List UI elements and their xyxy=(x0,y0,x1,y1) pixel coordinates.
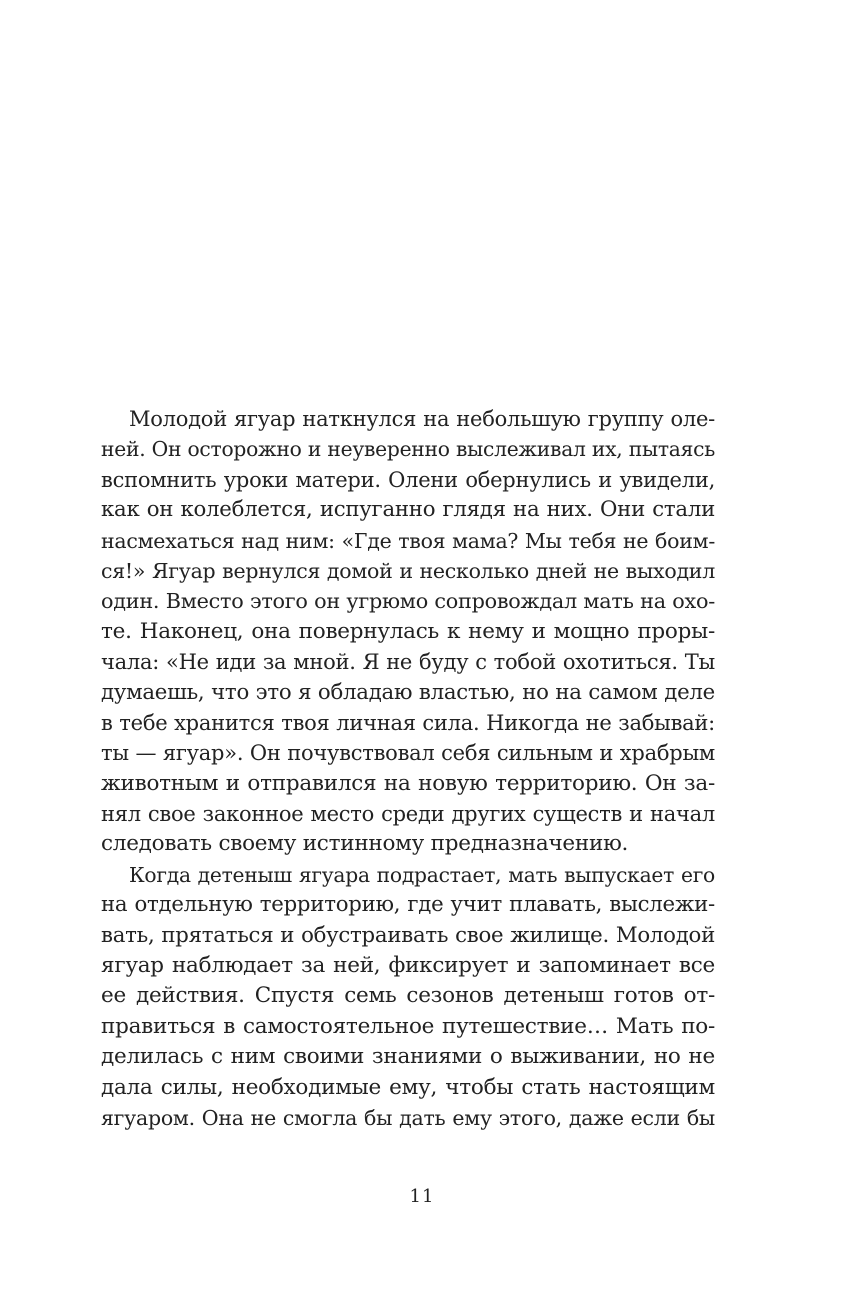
text-line: как он колеблется, испуганно глядя на них. Они стали xyxy=(101,497,715,523)
paragraph-2 xyxy=(101,860,715,1134)
text-line: ягуар наблюдает за ней, фиксирует и запоминает все xyxy=(101,953,715,979)
page-number: 11 xyxy=(409,1186,435,1207)
text-line: насмехаться над ним: «Где твоя мама? Мы тебя не боим- xyxy=(101,528,715,553)
text-line: нял свое законное место среди других существ и начал xyxy=(101,802,715,827)
text-line: ее действия. Спустя семь сезонов детеныш готов от- xyxy=(101,983,715,1009)
text-line: правиться в самостоятельное путешествие… Мать по- xyxy=(101,1013,715,1039)
paragraph-1 xyxy=(101,404,715,860)
text-line: ягуаром. Она не смогла бы дать ему этого, даже если бы xyxy=(101,1105,715,1130)
text-line: ся!» Ягуар вернулся домой и несколько дней не выходил xyxy=(101,558,715,583)
text-line: один. Вместо этого он угрюмо сопровождал мать на охо- xyxy=(101,589,715,614)
text-line: животным и отправился на новую территорию. Он за- xyxy=(101,770,715,796)
body-text xyxy=(101,404,715,1133)
text-line: Молодой ягуар наткнулся на небольшую группу оле- xyxy=(129,407,715,431)
text-line: в тебе хранится твоя личная сила. Никогда не забывай: xyxy=(101,710,715,735)
text-line: вать, прятаться и обустраивать свое жилище. Молодой xyxy=(101,922,715,948)
text-line: делилась с ним своими знаниями о выживании, но не xyxy=(101,1044,715,1070)
text-line: вспомнить уроки матери. Олени обернулись и увидели, xyxy=(101,467,715,492)
text-line: ты — ягуар». Он почувствовал себя сильным и храбрым xyxy=(101,741,715,766)
text-line: Когда детеныш ягуара подрастает, мать выпускает его xyxy=(129,862,715,887)
text-line: чала: «Не иди за мной. Я не буду с тобой охотиться. Ты xyxy=(101,650,715,675)
text-line: думаешь, что это я обладаю властью, но на самом деле xyxy=(101,679,715,705)
text-line: дала силы, необходимые ему, чтобы стать настоящим xyxy=(101,1074,715,1100)
text-line: на отдельную территорию, где учит плавать, выслежи- xyxy=(101,892,715,918)
text-line: те. Наконец, она повернулась к нему и мощно проры- xyxy=(101,618,715,644)
text-line: следовать своему истинному предназначению. xyxy=(101,831,629,857)
text-line: ней. Он осторожно и неуверенно выслеживал их, пытаясь xyxy=(101,437,715,462)
